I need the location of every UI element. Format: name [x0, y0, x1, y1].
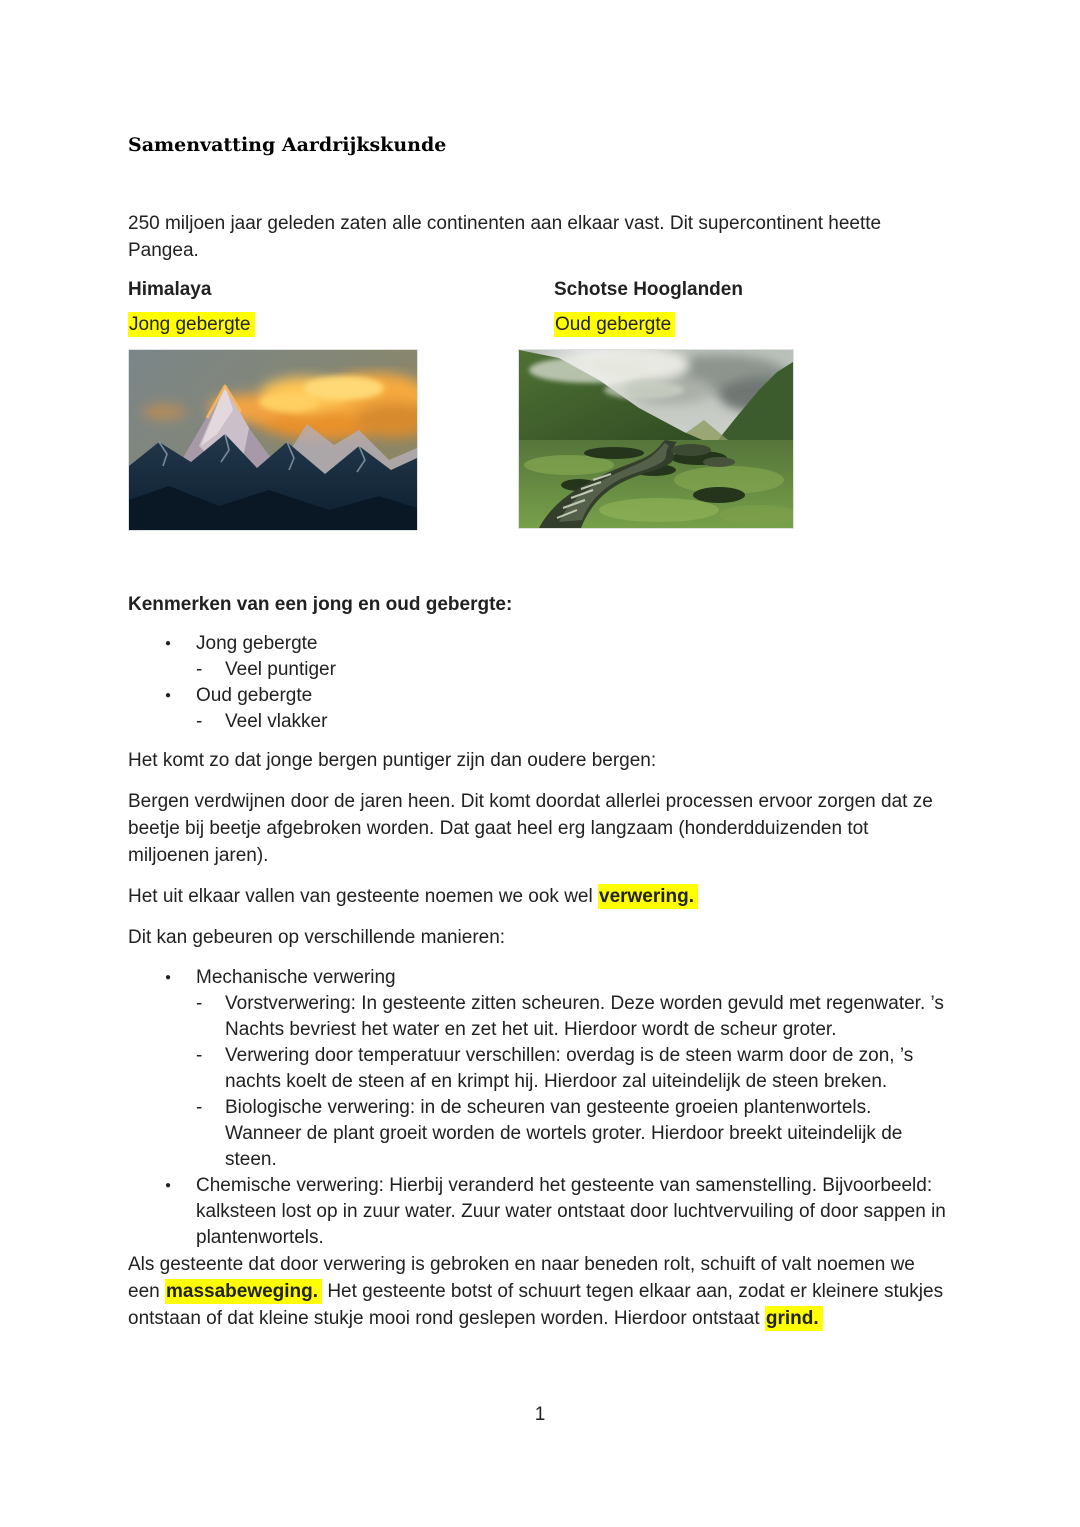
- paragraph: Het komt zo dat jonge bergen puntiger zijn dan oudere bergen:: [128, 750, 657, 771]
- list-item: [128, 1173, 950, 1251]
- bullet-marker: ●: [165, 972, 172, 983]
- paragraph-verwering: [128, 883, 950, 910]
- verwering-list: [128, 965, 950, 1251]
- closing-paragraph: [128, 1251, 950, 1332]
- list-subitem: [128, 1043, 950, 1095]
- highlight-jong-gebergte: Jong gebergte: [128, 312, 255, 337]
- list-item: [128, 965, 950, 991]
- list-item-label: Mechanische verwering: [196, 967, 396, 988]
- column-schotse-hooglanden: [518, 276, 950, 531]
- himalaya-photo: [128, 349, 418, 531]
- two-column-comparison: [128, 276, 950, 531]
- list-subitem-label: Biologische verwering: in de scheuren van gesteente groeien plantenwortels. Wanneer de plant groeit worden de wortels groter. Hierdoor breekt uiteindelijk de steen.: [225, 1097, 903, 1170]
- highlight-oud-gebergte: Oud gebergte: [554, 312, 675, 337]
- paragraph-text: Het uit elkaar vallen van gesteente noemen we ook wel: [128, 886, 598, 907]
- list-item-label: Oud gebergte: [196, 685, 313, 706]
- column-heading-himalaya: Himalaya: [128, 279, 212, 300]
- intro-paragraph: 250 miljoen jaar geleden zaten alle continenten aan elkaar vast. Dit supercontinent heette Pangea.: [128, 213, 882, 261]
- bullet-marker: ●: [165, 638, 172, 649]
- list-item-label: Jong gebergte: [196, 633, 318, 654]
- highlight-massabeweging: massabeweging.: [165, 1279, 322, 1304]
- bullet-marker: ●: [165, 690, 172, 701]
- list-subitem: [128, 657, 950, 683]
- list-subitem-label: Vorstverwering: In gesteente zitten scheuren. Deze worden gevuld met regenwater. ’s Nachts bevriest het water en zet het uit. Hierdoor wordt de scheur groter.: [225, 993, 944, 1040]
- bullet-marker: ●: [165, 1180, 172, 1191]
- paragraph-text: Als gesteente dat door verwering is gebroken en naar beneden rolt, schuift of valt noemen we een: [128, 1254, 915, 1302]
- list-subitem-label: Veel vlakker: [225, 711, 328, 732]
- dash-marker: -: [196, 993, 203, 1014]
- schotse-hooglanden-photo: [518, 349, 794, 529]
- dash-marker: -: [196, 659, 203, 680]
- list-item-label: Chemische verwering: Hierbij veranderd het gesteente van samenstelling. Bijvoorbeeld: kalksteen lost op in zuur water. Zuur water ontstaat door luchtvervuiling of door sappen in plantenwortels.: [196, 1175, 946, 1248]
- column-himalaya: [128, 276, 518, 531]
- document-title: Samenvatting Aardrijkskunde: [128, 134, 447, 156]
- dash-marker: -: [196, 711, 203, 732]
- paragraph: Bergen verdwijnen door de jaren heen. Dit komt doordat allerlei processen ervoor zorgen dat ze beetje bij beetje afgebroken worden. Dat gaat heel erg langzaam (honderdduizenden tot miljoenen jaren).: [128, 791, 933, 866]
- list-subitem-label: Veel puntiger: [225, 659, 336, 680]
- column-heading-schotse-hooglanden: Schotse Hooglanden: [554, 279, 743, 300]
- paragraph-text: Het gesteente botst of schuurt tegen elkaar aan, zodat er kleinere stukjes ontstaan of dat kleine stukje mooi rond geslepen worden. Hierdoor ontstaat: [128, 1281, 944, 1329]
- highlight-line-jong-gebergte: [128, 311, 518, 338]
- list-subitem: [128, 1095, 950, 1173]
- highlight-line-oud-gebergte: [554, 311, 950, 338]
- page-number: 1: [534, 1404, 546, 1425]
- dash-marker: -: [196, 1097, 203, 1118]
- highlight-grind: grind.: [765, 1306, 823, 1331]
- list-subitem: [128, 991, 950, 1043]
- list-item: [128, 683, 950, 709]
- list-item: [128, 631, 950, 657]
- list-subitem-label: Verwering door temperatuur verschillen: overdag is de steen warm door de zon, ’s nachts koelt de steen af en krimpt hij. Hierdoor zal uiteindelijk de steen breken.: [225, 1045, 914, 1092]
- dash-marker: -: [196, 1045, 203, 1066]
- kenmerken-heading: Kenmerken van een jong en oud gebergte:: [128, 594, 513, 615]
- paragraph: Dit kan gebeuren op verschillende manieren:: [128, 927, 506, 948]
- kenmerken-list: [128, 631, 950, 735]
- highlight-verwering: verwering.: [598, 884, 698, 909]
- list-subitem: [128, 709, 950, 735]
